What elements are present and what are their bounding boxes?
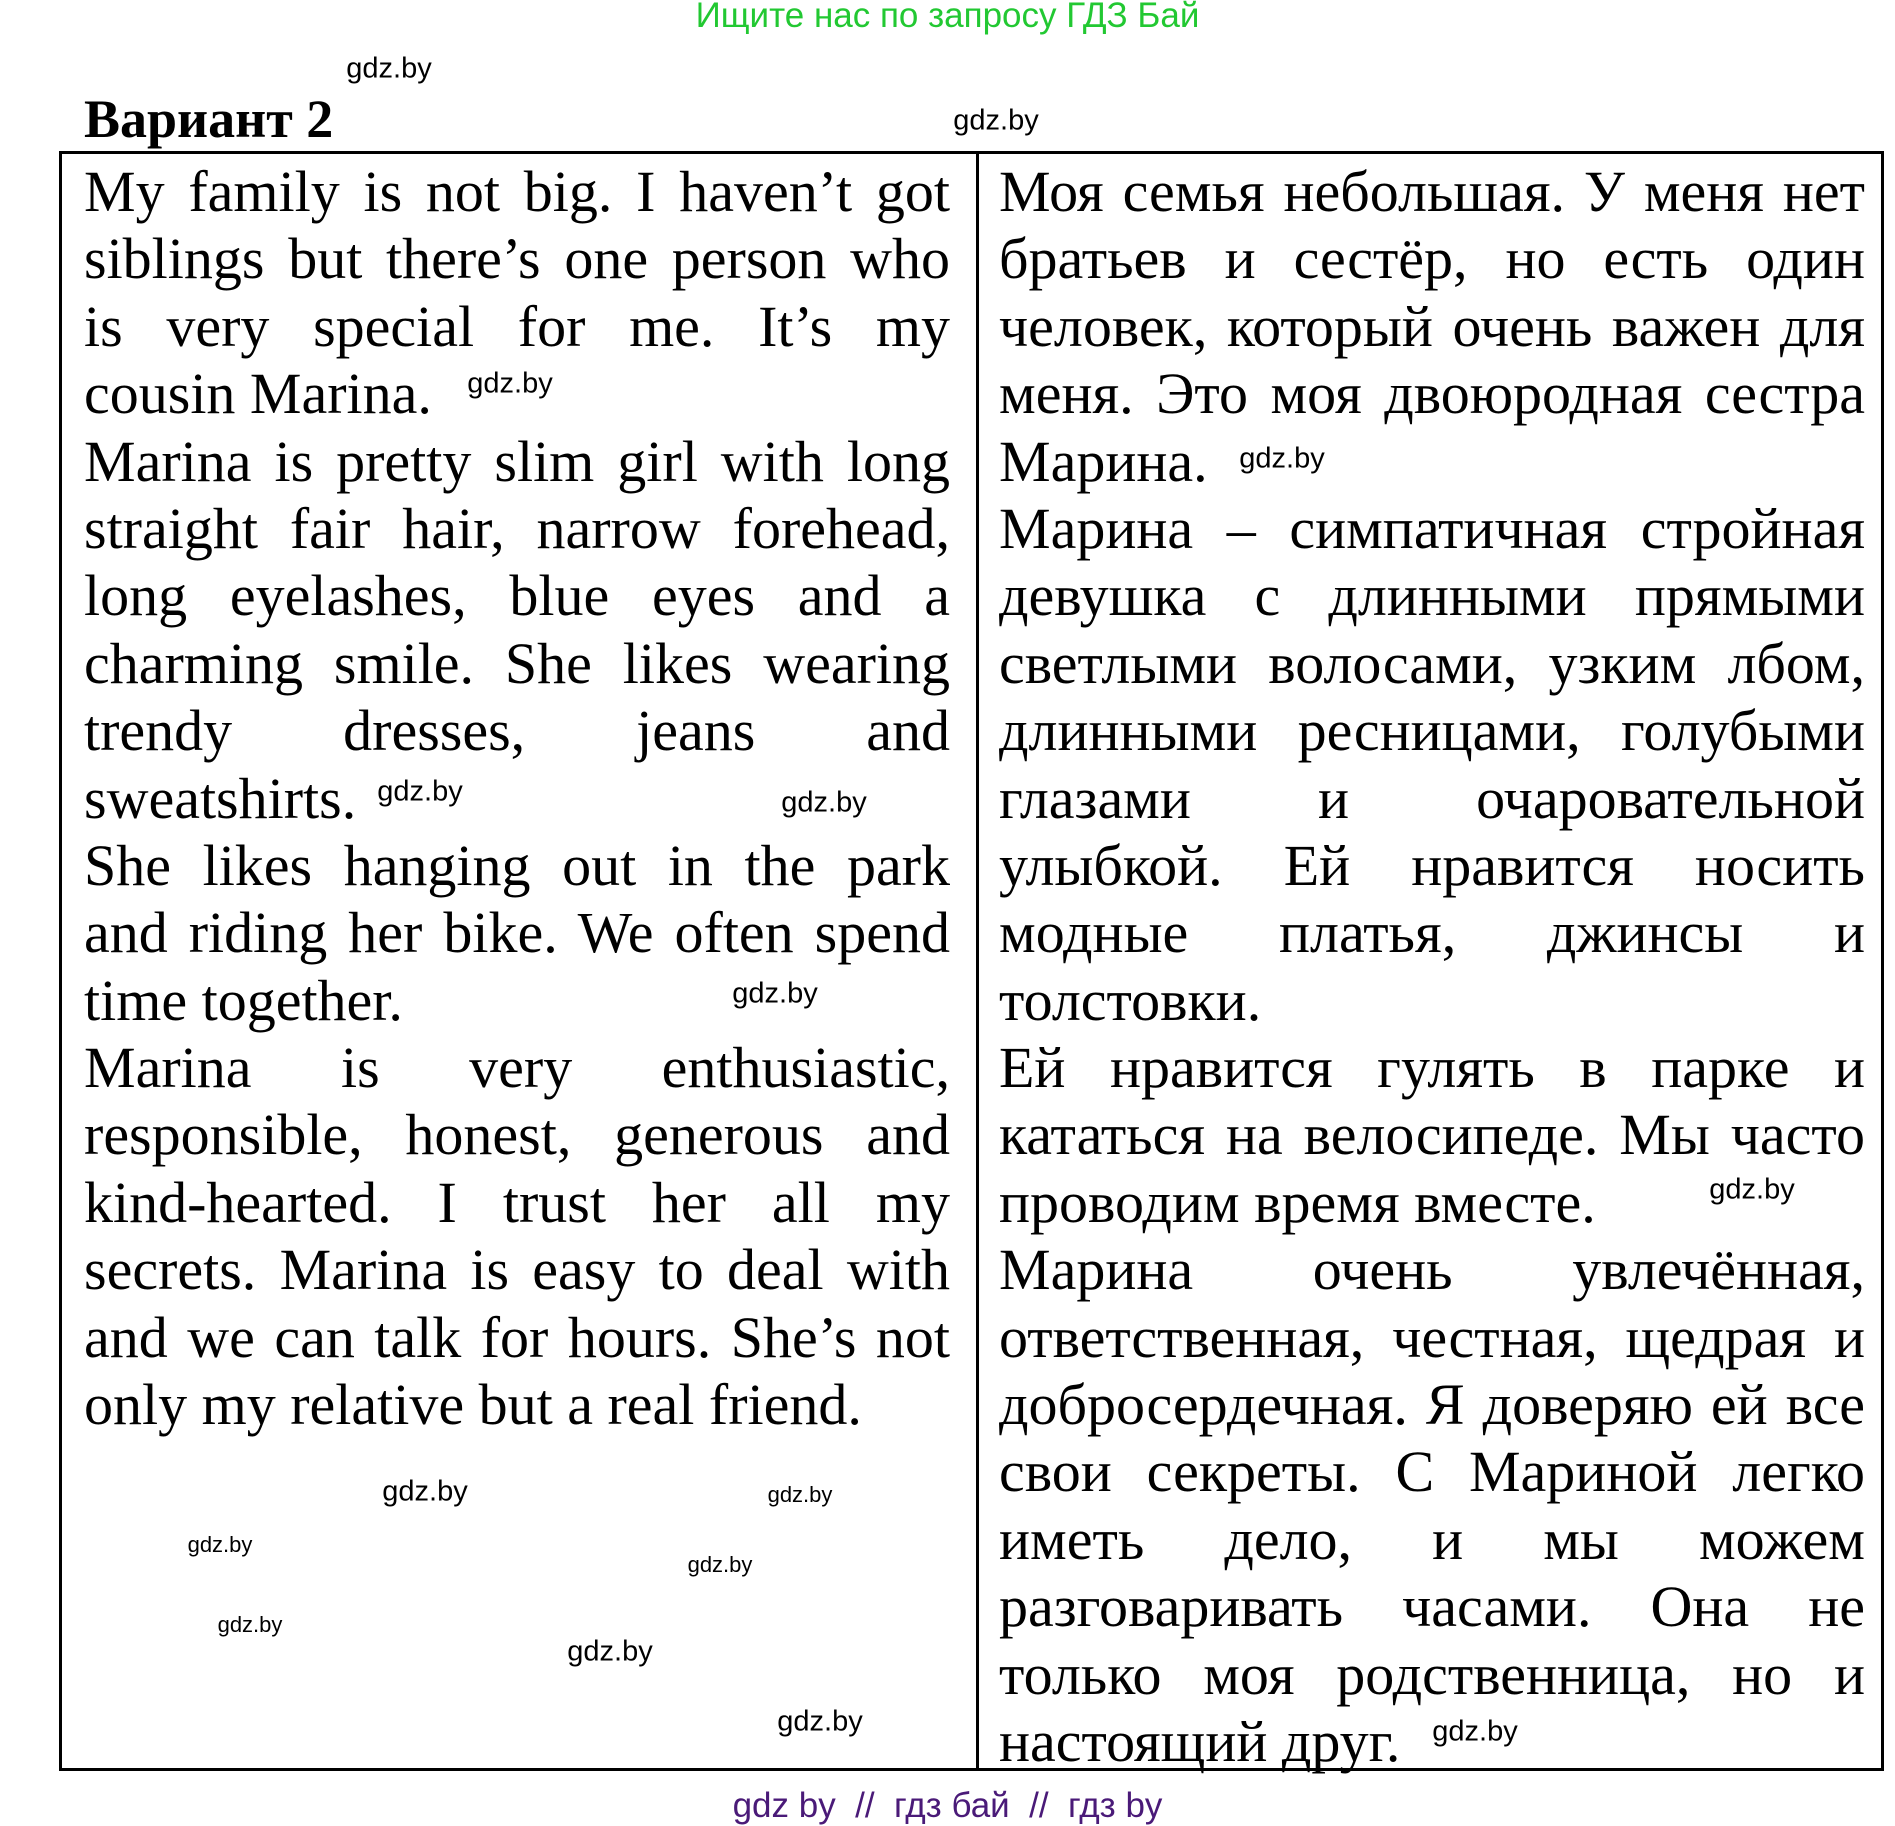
page-title: Вариант 2 — [84, 89, 334, 149]
watermark: gdz.by — [187, 1532, 253, 1557]
text-line: улыбкой. Ей нравится носить — [999, 832, 1865, 898]
text-line: responsible, honest, generous and — [84, 1102, 950, 1168]
text-line: Marina is very enthusiastic, — [84, 1035, 950, 1101]
text-line: добросердечная. Я доверяю ей все — [999, 1372, 1865, 1438]
text-line: меня. Это моя двоюродная сестра — [999, 361, 1865, 427]
russian-column — [999, 158, 1865, 1775]
watermark: gdz.by — [781, 786, 867, 819]
watermark: gdz.by — [217, 1612, 283, 1637]
text-line: My family is not big. I haven’t got — [84, 159, 950, 224]
text-line: charming smile. She likes wearing — [84, 630, 950, 696]
watermark: gdz.by — [767, 1482, 833, 1507]
text-line: разговаривать часами. Она не — [999, 1574, 1865, 1640]
watermark: gdz.by — [567, 1635, 653, 1668]
text-line: time together. — [84, 967, 403, 1033]
text-line: только моя родственница, но и — [999, 1641, 1865, 1707]
text-line: модные платья, джинсы и — [999, 900, 1865, 966]
watermark: gdz.by — [1709, 1173, 1795, 1206]
text-line: иметь дело, и мы можем — [999, 1506, 1865, 1572]
text-line: Марина очень увлечённая, — [999, 1237, 1865, 1303]
footer-links: gdz by // гдз бай // гдз by — [732, 1786, 1163, 1825]
text-line: and riding her bike. We often spend — [84, 900, 950, 966]
text-line: Моя семья небольшая. У меня нет — [999, 159, 1865, 224]
text-line: Марина. — [999, 428, 1208, 494]
text-line: Ей нравится гулять в парке и — [999, 1035, 1865, 1101]
watermark: gdz.by — [382, 1475, 468, 1508]
text-line: sweatshirts. — [84, 765, 357, 831]
text-line: ответственная, честная, щедрая и — [999, 1304, 1865, 1370]
watermark: gdz.by — [467, 367, 553, 400]
watermark: gdz.by — [1239, 442, 1325, 475]
text-line: проводим время вместе. — [999, 1169, 1596, 1235]
text-line: толстовки. — [999, 967, 1262, 1033]
text-line: and we can talk for hours. She’s not — [84, 1304, 950, 1370]
text-line: Марина – симпатичная стройная — [999, 495, 1865, 561]
text-line: кататься на велосипеде. Мы часто — [999, 1102, 1865, 1168]
text-line: secrets. Marina is easy to deal with — [84, 1237, 950, 1303]
text-line: only my relative but a real friend. — [84, 1372, 862, 1438]
text-line: straight fair hair, narrow forehead, — [84, 495, 950, 561]
watermark: gdz.by — [732, 977, 818, 1010]
watermark: gdz.by — [687, 1552, 753, 1577]
text-line: Marina is pretty slim girl with long — [84, 428, 950, 494]
text-line: девушка с длинными прямыми — [999, 563, 1865, 629]
text-line: глазами и очаровательной — [999, 765, 1865, 831]
column-divider — [976, 154, 979, 1768]
text-line: trendy dresses, jeans and — [84, 698, 950, 764]
text-line: is very special for me. It’s my — [84, 293, 950, 359]
watermark: gdz.by — [777, 1705, 863, 1738]
text-line: человек, который очень важен для — [999, 293, 1865, 359]
watermark: gdz.by — [346, 52, 432, 85]
text-line: cousin Marina. — [84, 361, 432, 427]
text-line: настоящий друг. — [999, 1708, 1401, 1774]
translation-table — [59, 151, 1884, 1774]
watermark: gdz.by — [1432, 1715, 1518, 1748]
text-line: She likes hanging out in the park — [84, 832, 950, 898]
text-line: светлыми волосами, узким лбом, — [999, 630, 1865, 696]
text-line: свои секреты. С Мариной легко — [999, 1439, 1865, 1505]
text-line: братьев и сестёр, но есть один — [999, 226, 1865, 292]
text-line: kind-hearted. I trust her all my — [84, 1169, 950, 1235]
text-line: long eyelashes, blue eyes and a — [84, 563, 950, 629]
text-line: siblings but there’s one person who — [84, 226, 950, 292]
watermark: gdz.by — [377, 775, 463, 808]
text-line: длинными ресницами, голубыми — [999, 698, 1865, 764]
search-banner: Ищите нас по запросу ГДЗ Бай — [695, 0, 1200, 35]
watermark: gdz.by — [953, 104, 1039, 137]
